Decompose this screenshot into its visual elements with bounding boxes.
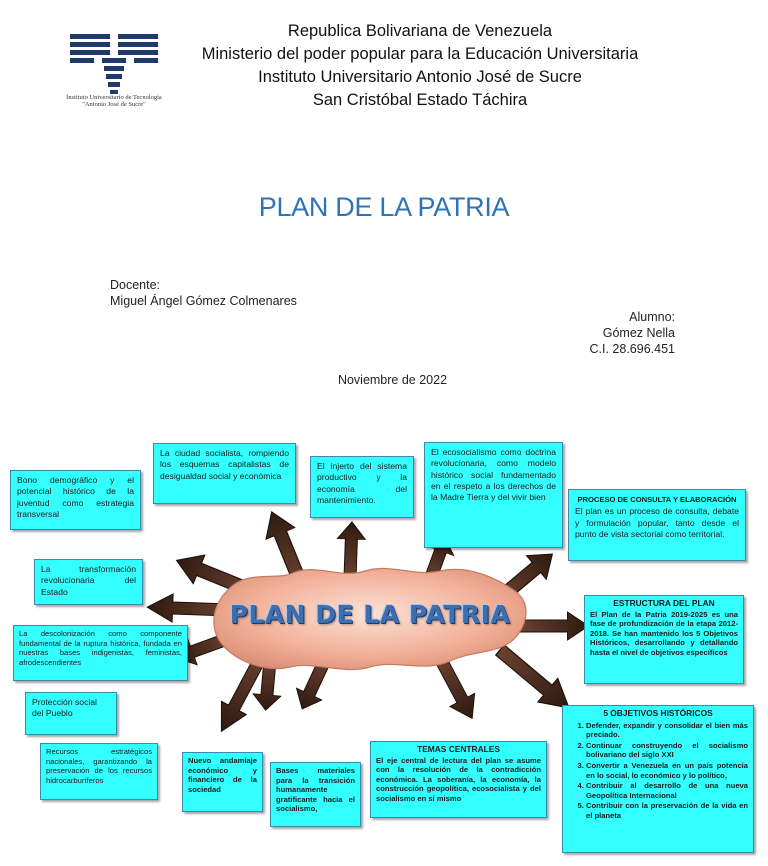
box-descolonizacion: La descolonización como componente fundamental de la ruptura histórica, fundada en nuestras bases indigenistas, feministas, afrodescendientes (13, 625, 188, 681)
box-ciudad: La ciudad socialista, rompiendo los esquemas capitalistas de desigualdad social y económica (153, 443, 296, 504)
header-line-1: Republica Bolivariana de Venezuela (287, 22, 553, 40)
box-transformacion: La transformación revolucionaria del Estado (34, 559, 143, 605)
box-bono: Bono demográfico y el potencial histórico de la juventud como estrategia transversal (10, 470, 141, 530)
docente-name: Miguel Ángel Gómez Colmenares (110, 294, 297, 308)
alumno-ci: C.I. 28.696.451 (589, 342, 675, 356)
header-line-3: Instituto Universitario Antonio José de Sucre (258, 68, 582, 86)
header-line-4: San Cristóbal Estado Táchira (312, 91, 528, 109)
header-line-2: Ministerio del poder popular para la Educación Universitaria (201, 45, 639, 63)
box-temas: TEMAS CENTRALES El eje central de lectura del plan se asume con la resolución de la contradicción económica. La soberanía, la economía, la construcción geopolítica, ecosocialista y del socialismo en sí mismo (370, 741, 547, 818)
logo-caption: Instituto Universitario de Tecnología "Antonio José de Sucre" (66, 94, 162, 108)
box-objetivos: 5 OBJETIVOS HISTÓRICOS 1. Defender, expandir y consolidar el bien más preciado. 2. Continuar construyendo el socialismo bolivariano del siglo XXI 3. Convertir a Venezuela en un país potencia en lo social, lo económico y lo político, 4. Contribuir al desarrollo de una nueva Geopolítica Internacional 5. Contribuir con la preservación de la vida en el planeta (562, 705, 754, 853)
objetivo-item: 3. Convertir a Venezuela en un país potencia en lo social, lo económico y lo político, (586, 761, 748, 780)
objetivos-list (568, 721, 748, 821)
box-proceso: PROCESO DE CONSULTA Y ELABORACIÓN El plan es un proceso de consulta, debate y formulación popular, tanto desde el punto de vista sectorial como territorial. (568, 489, 746, 561)
objetivo-item: 1. Defender, expandir y consolidar el bien más preciado. (586, 721, 748, 740)
objetivo-item: 4. Contribuir al desarrollo de una nueva Geopolítica Internacional (586, 781, 748, 800)
docente-label: Docente: (110, 278, 161, 292)
box-ecosocialismo: El ecosocialismo como doctrina revolucionaria, como modelo histórico social fundamentado en el respeto a los derechos de la Madre Tierra y del vivir bien (424, 442, 563, 548)
center-label: PLAN DE LA PATRIA (229, 600, 511, 629)
objetivo-item: 2. Continuar construyendo el socialismo bolivariano del siglo XXI (586, 741, 748, 760)
date: Noviembre de 2022 (337, 373, 448, 387)
page-title: PLAN DE LA PATRIA (258, 192, 510, 222)
box-proteccion: Protección social del Pueblo (25, 692, 117, 735)
box-andamiaje: Nuevo andamiaje económico y financiero de la sociedad (182, 752, 263, 812)
alumno-name: Gómez Nella (602, 326, 675, 340)
box-injerto: El injerto del sistema productivo y la economía del mantenimiento. (310, 456, 414, 518)
box-estructura: ESTRUCTURA DEL PLAN El Plan de la Patria 2019-2025 es una fase de profundización de la etapa 2012-2018. Se han mantenido los 5 Objetivos Históricos, desarrollando y detallando hasta el nivel de objetivos específicos (584, 595, 744, 684)
objetivo-item: 5. Contribuir con la preservación de la vida en el planeta (586, 801, 748, 820)
alumno-label: Alumno: (629, 310, 675, 324)
box-recursos: Recursos estratégicos nacionales, garantizando la preservación de los recursos hidrocarburíferos (40, 743, 158, 800)
box-bases: Bases materiales para la transición humanamente gratificante hacia el socialismo, (270, 762, 361, 827)
